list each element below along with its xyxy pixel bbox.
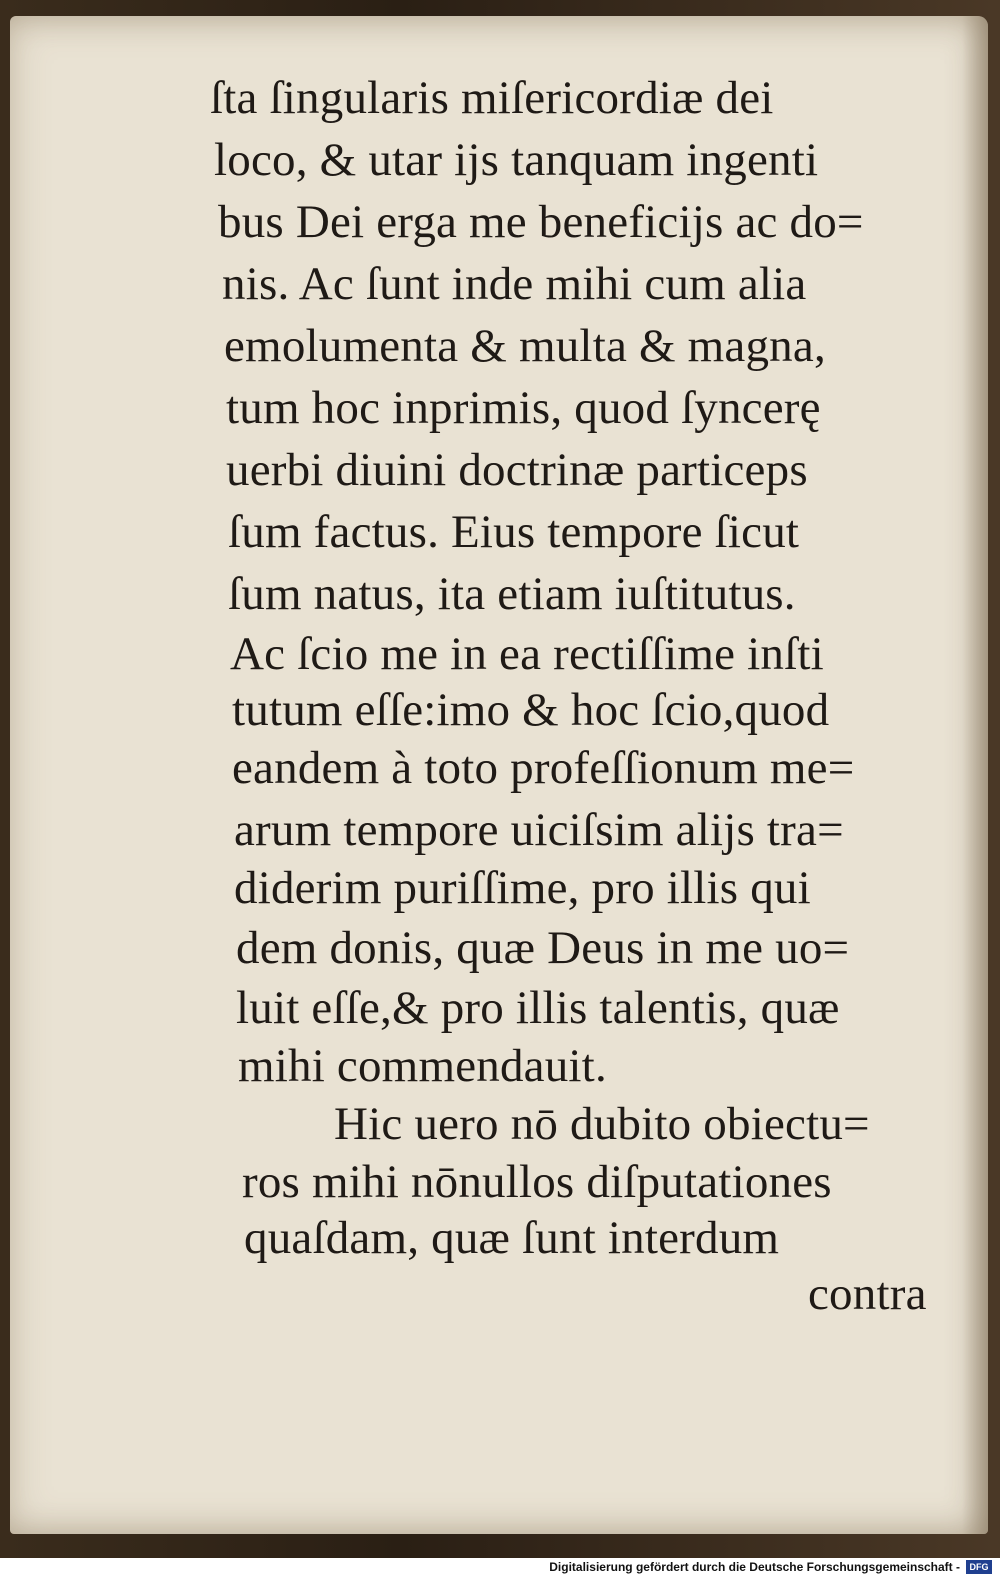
text-line: Ac ſcio me in ea rectiſſime inſti bbox=[230, 628, 824, 680]
text-line: arum tempore uiciſsim alijs tra= bbox=[234, 804, 844, 856]
footer-credit: Digitalisierung gefördert durch die Deutsche Forschungsgemeinschaft - bbox=[549, 1560, 960, 1574]
text-line: uerbi diuini doctrinæ particeps bbox=[226, 444, 808, 496]
book-page bbox=[10, 16, 988, 1534]
text-line: ros mihi nōnullos diſputationes bbox=[242, 1156, 832, 1208]
text-line: bus Dei erga me beneficijs ac do= bbox=[218, 196, 864, 248]
text-line: diderim puriſſime, pro illis qui bbox=[234, 862, 811, 914]
text-line: luit eſſe,& pro illis talentis, quæ bbox=[236, 982, 840, 1034]
text-line: eandem à toto profeſſionum me= bbox=[232, 742, 855, 794]
text-line: Hic uero nō dubito obiectu= bbox=[334, 1098, 870, 1150]
text-line: tum hoc inprimis, quod ſyncerę bbox=[226, 382, 821, 434]
text-line: loco, & utar ijs tanquam ingenti bbox=[214, 134, 819, 186]
text-line: ſta ſingularis miſericordiæ dei bbox=[210, 72, 774, 124]
catchword: contra bbox=[808, 1268, 927, 1320]
text-line: ſum factus. Eius tempore ſicut bbox=[228, 506, 800, 558]
text-line: emolumenta & multa & magna, bbox=[224, 320, 826, 372]
dfg-logo-icon: DFG bbox=[966, 1560, 992, 1574]
text-line: tutum eſſe:imo & hoc ſcio,quod bbox=[232, 684, 830, 736]
text-line: mihi commendauit. bbox=[238, 1040, 607, 1092]
text-line: quaſdam, quæ ſunt interdum bbox=[244, 1212, 780, 1264]
page-text bbox=[10, 16, 988, 1534]
text-line: nis. Ac ſunt inde mihi cum alia bbox=[222, 258, 807, 310]
text-line: dem donis, quæ Deus in me uo= bbox=[236, 922, 850, 974]
text-line: ſum natus, ita etiam iuſtitutus. bbox=[228, 568, 796, 620]
